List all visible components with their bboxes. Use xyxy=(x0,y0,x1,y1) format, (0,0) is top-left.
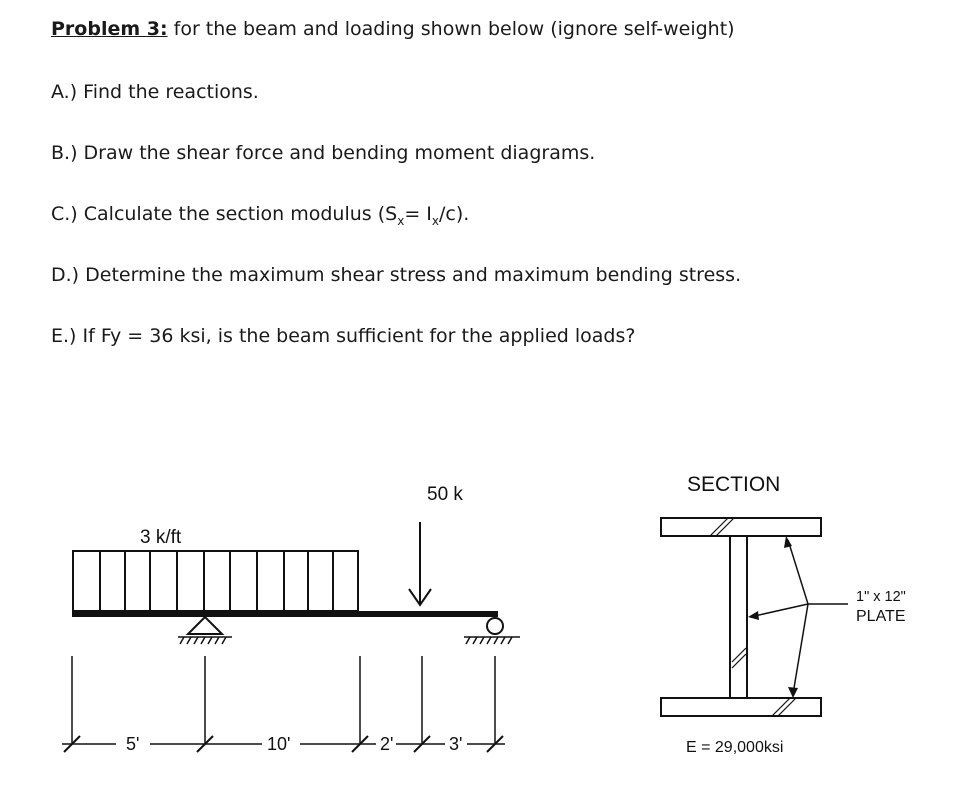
question-c-pre: C.) Calculate the section modulus (S xyxy=(51,203,398,225)
cross-section xyxy=(661,473,906,756)
dimension-10ft: 10' xyxy=(267,734,291,754)
bottom-flange xyxy=(661,698,821,716)
question-a: A.) Find the reactions. xyxy=(51,81,259,103)
distributed-load-block xyxy=(73,551,358,611)
plate-leaders xyxy=(750,540,848,694)
distributed-load-label: 3 k/ft xyxy=(140,527,182,548)
top-flange xyxy=(661,518,821,536)
question-c-post: /c). xyxy=(439,203,470,225)
plate-label-size: 1" x 12" xyxy=(856,589,906,605)
dimension-2ft: 2' xyxy=(380,734,394,754)
dimension-3ft: 3' xyxy=(449,734,463,754)
elastic-modulus: E = 29,000ksi xyxy=(686,739,784,756)
question-e: E.) If Fy = 36 ksi, is the beam sufficient for the applied loads? xyxy=(51,325,636,347)
question-d: D.) Determine the maximum shear stress and maximum bending stress. xyxy=(51,264,742,286)
leader-arrowheads xyxy=(748,536,798,698)
question-c-sub-x: x xyxy=(397,213,405,228)
beam xyxy=(72,611,498,617)
pin-ground-hatch xyxy=(178,637,232,644)
pin-support xyxy=(188,617,222,634)
point-load-label: 50 k xyxy=(427,484,463,505)
problem-intro: for the beam and loading shown below (ignore self-weight) xyxy=(167,18,735,40)
question-b: B.) Draw the shear force and bending moment diagrams. xyxy=(51,142,596,164)
distributed-load-dividers xyxy=(100,551,333,611)
question-c-mid: = I xyxy=(404,203,432,225)
roller-ground-hatch xyxy=(464,637,520,644)
question-c-sub-x2: x xyxy=(431,213,439,228)
roller-support xyxy=(487,618,503,634)
web xyxy=(730,536,747,698)
section-title: SECTION xyxy=(687,473,781,496)
plate-label-type: PLATE xyxy=(856,608,906,625)
problem-label: Problem 3: xyxy=(51,18,168,40)
beam-diagram xyxy=(62,484,520,754)
dimension-5ft: 5' xyxy=(126,734,140,754)
